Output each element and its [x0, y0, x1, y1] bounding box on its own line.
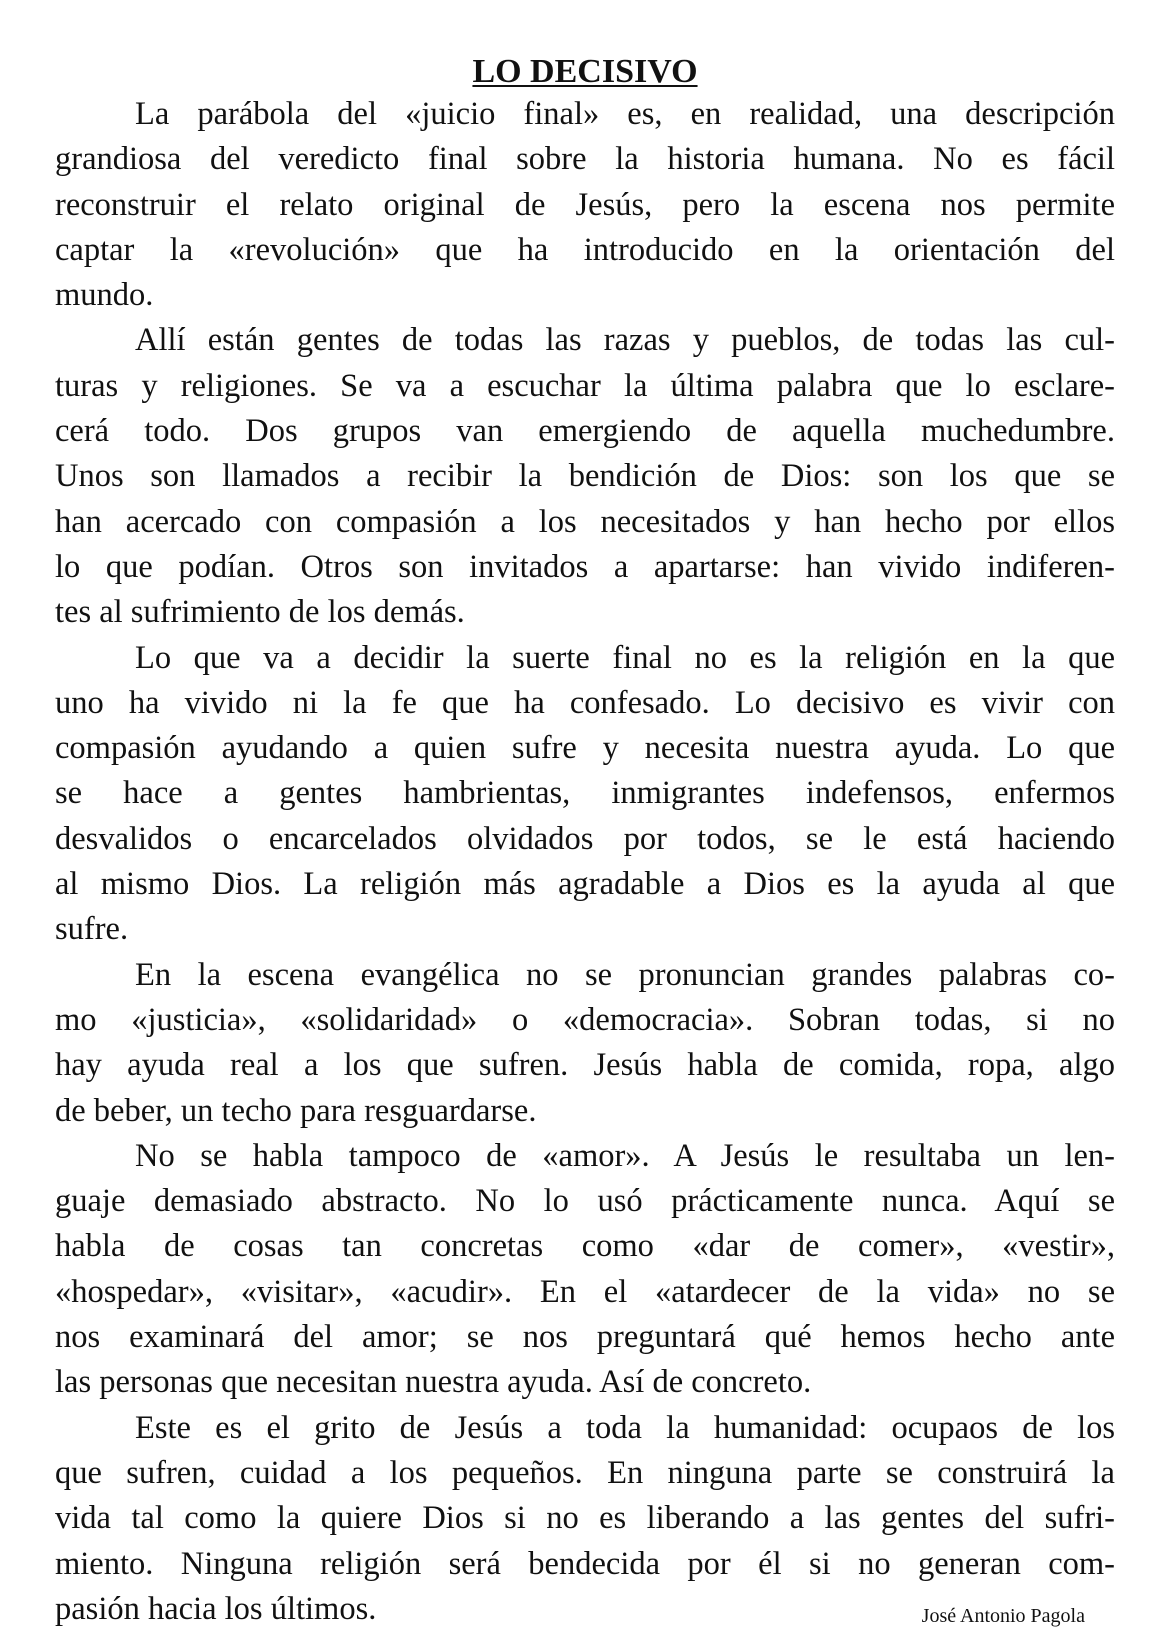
- paragraph-line: vida tal como la quiere Dios si no es liberando a las gentes del sufri-: [55, 1500, 1115, 1537]
- paragraph-line: Unos son llamados a recibir la bendición de Dios: son los que se: [55, 458, 1115, 495]
- paragraph-line: Lo que va a decidir la suerte final no es la religión en la que: [135, 639, 1115, 676]
- paragraph-line: cerá todo. Dos grupos van emergiendo de aquella muchedumbre.: [55, 413, 1115, 450]
- paragraph-line: nos examinará del amor; se nos preguntará qué hemos hecho ante: [55, 1319, 1115, 1356]
- paragraph-line: Este es el grito de Jesús a toda la humanidad: ocupaos de los: [135, 1409, 1115, 1446]
- paragraph-line: compasión ayudando a quien sufre y necesita nuestra ayuda. Lo que: [55, 730, 1115, 767]
- paragraph-line: que sufren, cuidad a los pequeños. En ninguna parte se construirá la: [55, 1454, 1115, 1491]
- paragraph-line: uno ha vivido ni la fe que ha confesado. Lo decisivo es vivir con: [55, 684, 1115, 721]
- paragraph-line: miento. Ninguna religión será bendecida por él si no generan com-: [55, 1545, 1115, 1582]
- paragraph-line: las personas que necesitan nuestra ayuda. Así de concreto.: [55, 1364, 812, 1401]
- author-signature: José Antonio Pagola: [921, 1605, 1085, 1628]
- paragraph-line: han acercado con compasión a los necesitados y han hecho por ellos: [55, 503, 1115, 540]
- document-page: [55, 52, 1115, 1632]
- paragraph-line: captar la «revolución» que ha introducido en la orientación del: [55, 231, 1115, 268]
- paragraph-line: mo «justicia», «solidaridad» o «democracia». Sobran todas, si no: [55, 1001, 1115, 1038]
- paragraph-line: En la escena evangélica no se pronuncian grandes palabras co-: [135, 956, 1115, 993]
- paragraph-line: de beber, un techo para resguardarse.: [55, 1092, 537, 1129]
- paragraph-line: pasión hacia los últimos.: [55, 1590, 377, 1627]
- paragraph-line: Allí están gentes de todas las razas y pueblos, de todas las cul-: [135, 322, 1115, 359]
- paragraph-line: habla de cosas tan concretas como «dar de comer», «vestir»,: [55, 1228, 1115, 1265]
- paragraph-line: lo que podían. Otros son invitados a apartarse: han vivido indiferen-: [55, 548, 1115, 585]
- paragraph: [55, 92, 1115, 318]
- paragraph-line: turas y religiones. Se va a escuchar la última palabra que lo esclare-: [55, 367, 1115, 404]
- paragraph-line: «hospedar», «visitar», «acudir». En el «atardecer de la vida» no se: [55, 1273, 1115, 1310]
- paragraph-line: al mismo Dios. La religión más agradable a Dios es la ayuda al que: [55, 866, 1115, 903]
- document-body: [55, 92, 1115, 1632]
- paragraph-line: La parábola del «juicio final» es, en realidad, una descripción: [135, 96, 1115, 132]
- paragraph-line: desvalidos o encarcelados olvidados por todos, se le está haciendo: [55, 820, 1115, 857]
- document-title: LO DECISIVO: [472, 53, 698, 90]
- paragraph-line: tes al sufrimiento de los demás.: [55, 594, 465, 631]
- paragraph-line: guaje demasiado abstracto. No lo usó prácticamente nunca. Aquí se: [55, 1183, 1115, 1220]
- paragraph-line: grandiosa del veredicto final sobre la historia humana. No es fácil: [55, 141, 1115, 178]
- paragraph: [55, 1406, 1115, 1632]
- paragraph-line: hay ayuda real a los que sufren. Jesús habla de comida, ropa, algo: [55, 1047, 1115, 1084]
- paragraph: [55, 953, 1115, 1134]
- paragraph-line: reconstruir el relato original de Jesús, pero la escena nos permite: [55, 186, 1115, 223]
- paragraph-line: mundo.: [55, 277, 154, 314]
- paragraph: [55, 318, 1115, 635]
- paragraph-line: sufre.: [55, 911, 129, 948]
- paragraph-line: se hace a gentes hambrientas, inmigrantes indefensos, enfermos: [55, 775, 1115, 812]
- paragraph: [55, 1134, 1115, 1406]
- paragraph: [55, 636, 1115, 953]
- final-line-row: [55, 1587, 1115, 1632]
- paragraph-line: No se habla tampoco de «amor». A Jesús le resultaba un len-: [135, 1137, 1115, 1174]
